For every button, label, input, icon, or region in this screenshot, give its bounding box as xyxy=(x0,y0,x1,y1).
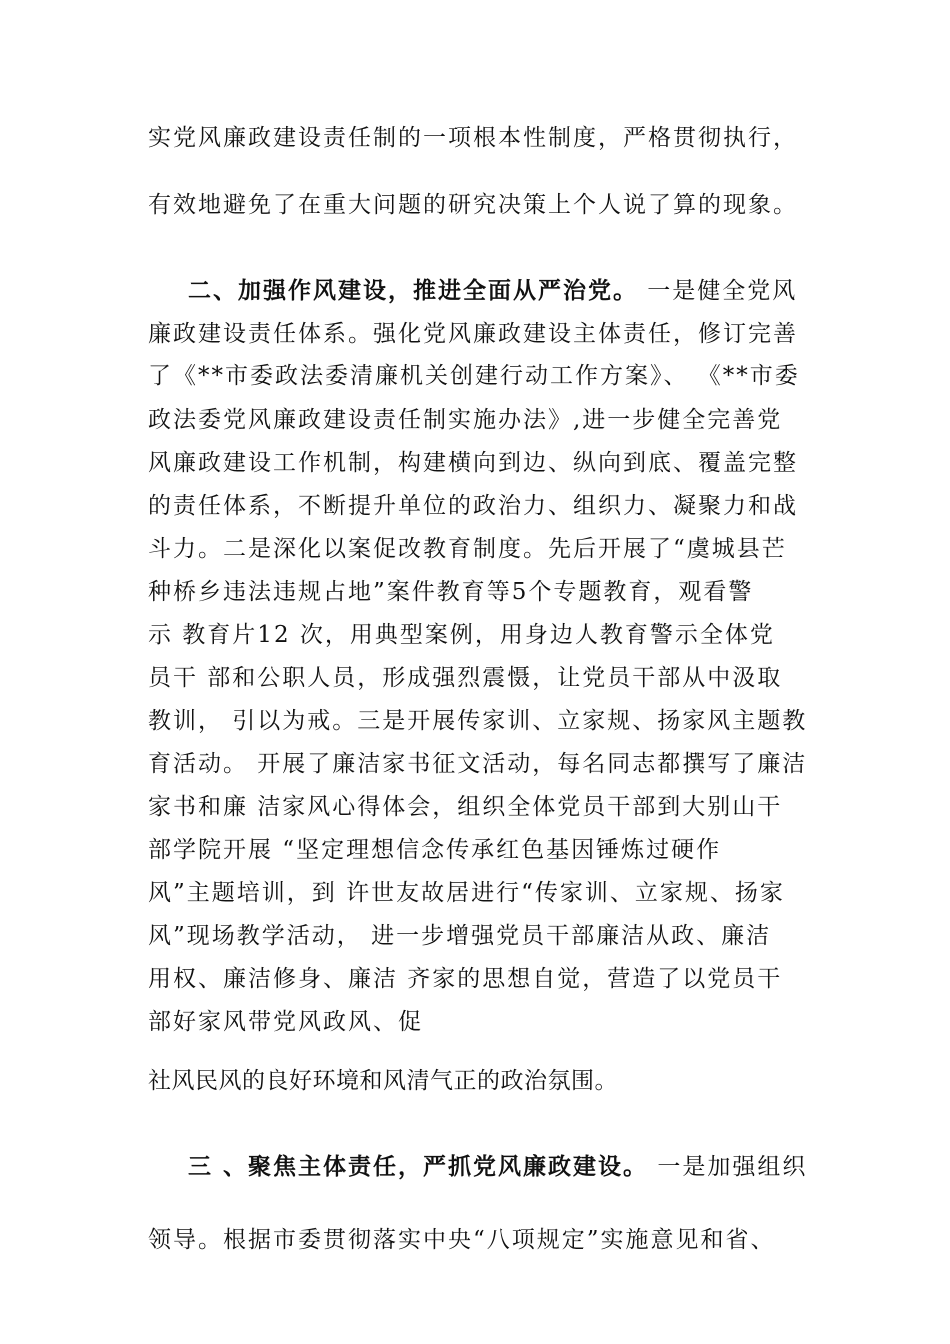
paragraph-line: 领导。根据市委贯彻落实中央“八项规定”实施意见和省、 xyxy=(148,1227,776,1253)
section-heading-2: 二、加强作风建设，推进全面从严治党。 xyxy=(188,277,638,304)
paragraph-line: 风”主题培训，到 许世友故居进行“传家训、立家规、扬家 xyxy=(148,880,785,906)
paragraph-line: 社风民风的良好环境和风清气正的政治氛围。 xyxy=(148,1068,618,1094)
paragraph-line: 风”现场教学活动， 进一步增强党员干部廉洁从政、廉洁 xyxy=(148,923,772,949)
section-heading-3: 三 、聚焦主体责任，严抓党风廉政建设。 xyxy=(188,1153,649,1180)
section-heading-line xyxy=(188,276,797,306)
paragraph-line: 育活动。 开展了廉洁家书征文活动，每名同志都撰写了廉洁 xyxy=(148,751,808,777)
paragraph-line: 教训， 引以为戒。三是开展传家训、立家规、扬家风主题教 xyxy=(148,708,808,734)
paragraph-line: 实党风廉政建设责任制的一项根本性制度，严格贯彻执行， xyxy=(148,125,798,151)
paragraph-line: 斗力。二是深化以案促改教育制度。先后开展了“虞城县芒 xyxy=(148,536,787,562)
paragraph-text: 一是健全党风 xyxy=(638,278,798,304)
paragraph-line: 种桥乡违法违规占地”案件教育等5个专题教育，观看警 xyxy=(148,579,754,605)
paragraph-line: 员干 部和公职人员，形成强烈震慑，让党员干部从中汲取 xyxy=(148,665,783,691)
section-heading-line xyxy=(188,1152,807,1182)
paragraph-line: 的责任体系，不断提升单位的政治力、组织力、凝聚力和战 xyxy=(148,493,798,519)
paragraph-line: 廉政建设责任体系。强化党风廉政建设主体责任，修订完善 xyxy=(148,321,798,347)
paragraph-line: 风廉政建设工作机制，构建横向到边、纵向到底、覆盖完整 xyxy=(148,450,798,476)
paragraph-line: 用权、廉洁修身、廉洁 齐家的思想自觉，营造了以党员干 xyxy=(148,966,783,992)
paragraph-line: 部好家风带党风政风、促 xyxy=(148,1009,423,1035)
paragraph-line: 有效地避免了在重大问题的研究决策上个人说了算的现象。 xyxy=(148,192,798,218)
paragraph-line: 了《**市委政法委清廉机关创建行动工作方案》、 《**市委 xyxy=(148,363,800,389)
paragraph-line: 部学院开展 “坚定理想信念传承红色基因锤炼过硬作 xyxy=(148,837,722,863)
paragraph-line: 政法委党风廉政建设责任制实施办法》,进一步健全完善党 xyxy=(148,407,783,433)
paragraph-text: 一是加强组织 xyxy=(648,1154,808,1180)
paragraph-line: 示 教育片12 次，用典型案例，用身边人教育警示全体党 xyxy=(148,622,775,648)
paragraph-line: 家书和廉 洁家风心得体会，组织全体党员干部到大别山干 xyxy=(148,794,783,820)
